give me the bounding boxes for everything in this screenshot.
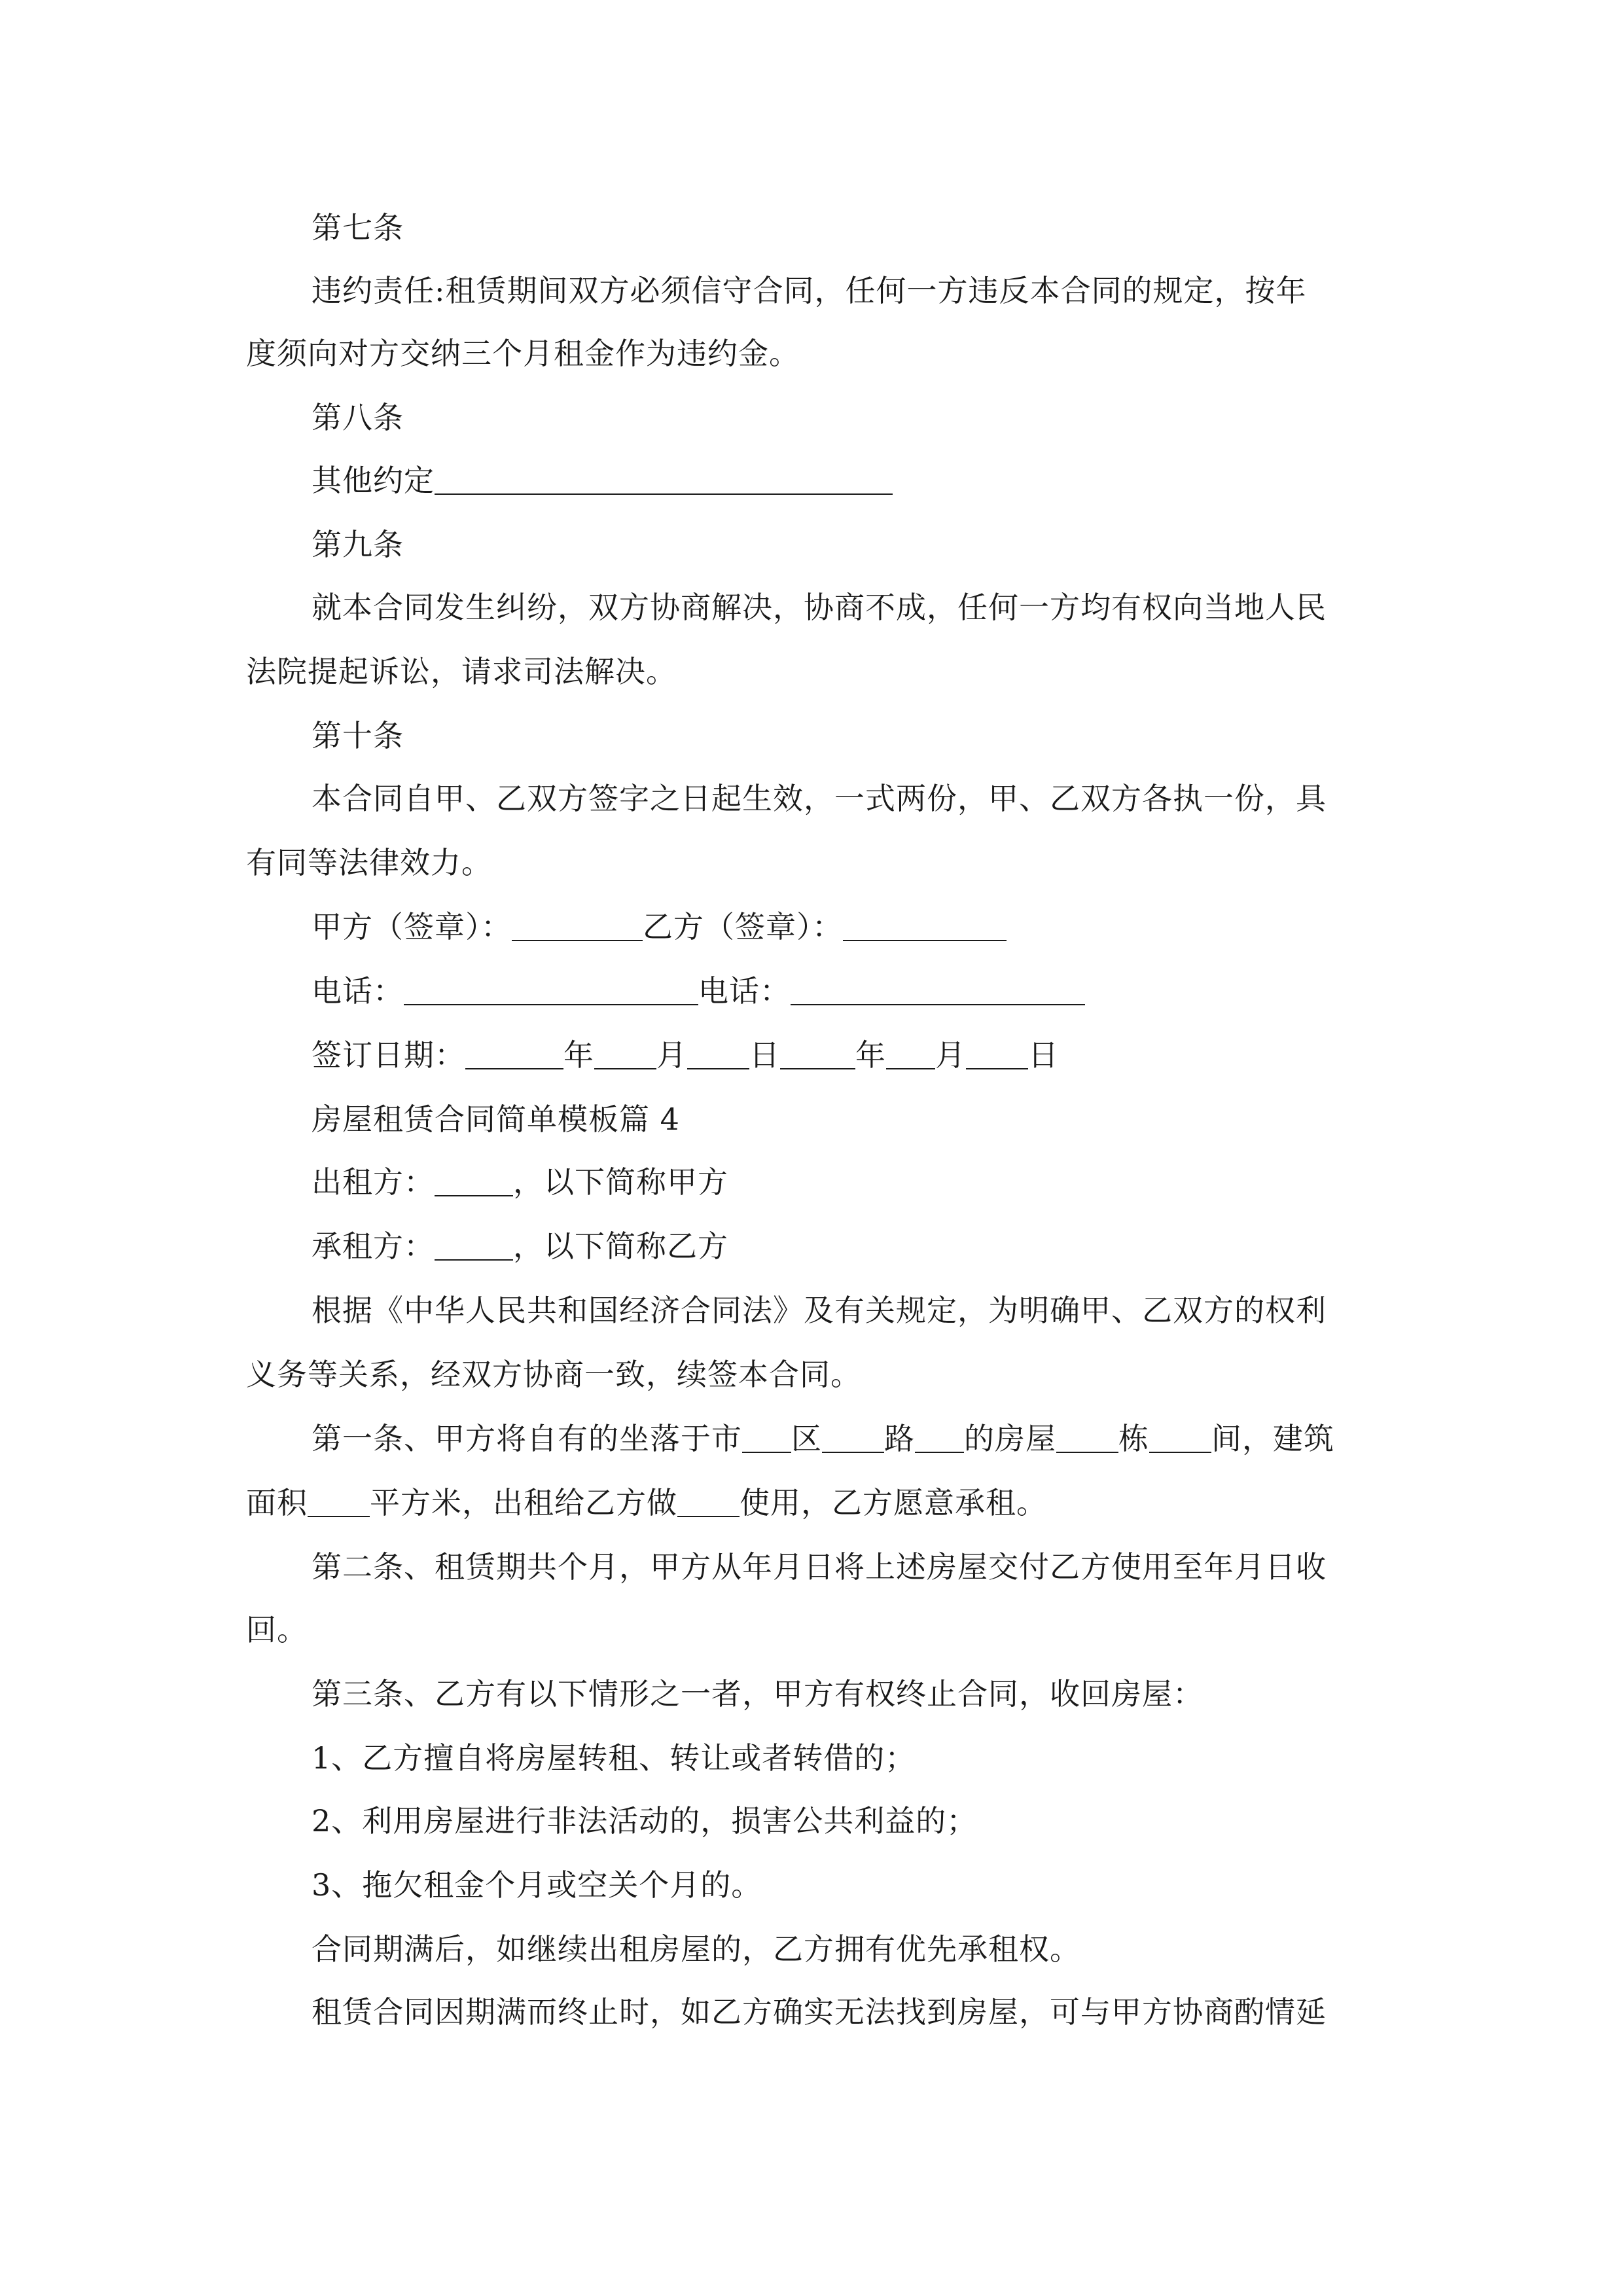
lessee-row (312, 1227, 1444, 1266)
day-label-2: 日 (1028, 1037, 1059, 1073)
article7-para-line2: 度须向对方交纳三个月租金作为违约金。 (246, 336, 800, 371)
art1-part-g: 面积 (246, 1485, 308, 1520)
basis-line1: 根据《中华人民共和国经济合同法》及有关规定，为明确甲、乙双方的权利 (312, 1293, 1327, 1328)
other-agreement-label: 其他约定 (312, 463, 435, 498)
art2-line2: 回。 (246, 1612, 308, 1647)
art1-part-b: 区 (791, 1421, 822, 1456)
party-b-sign-blank (843, 911, 1007, 941)
art1-part-d: 的房屋 (964, 1421, 1056, 1456)
termination-clause: 租赁合同因期满而终止时，如乙方确实无法找到房屋，可与甲方协商酌情延 (312, 1994, 1327, 2030)
art3-item3: 3、拖欠租金个月或空关个月的。 (312, 1867, 762, 1903)
day-blank-2 (966, 1039, 1028, 1069)
art3-item2: 2、利用房屋进行非法活动的，损害公共利益的； (312, 1803, 978, 1839)
article9-para-line2: 法院提起诉讼，请求司法解决。 (246, 654, 677, 689)
art1-part-i: 使用，乙方愿意承租。 (740, 1485, 1047, 1520)
district-blank (822, 1423, 884, 1453)
usage-blank (677, 1487, 740, 1517)
phone-b-blank (791, 975, 1085, 1005)
phone-a-label: 电话： (312, 973, 404, 1009)
year-label-1: 年 (563, 1037, 594, 1073)
art2-line1: 第二条、租赁期共个月，甲方从年月日将上述房屋交付乙方使用至年月日收 (312, 1549, 1327, 1585)
month-label-1: 月 (656, 1037, 687, 1073)
article7-para-line1: 违约责任:租赁期间双方必须信守合同，任何一方违反本合同的规定，按年 (312, 273, 1307, 308)
art1-part-e: 栋 (1118, 1421, 1149, 1456)
day-label-1: 日 (749, 1037, 780, 1073)
lessor-blank (435, 1166, 513, 1196)
phone-row (312, 971, 1444, 1011)
year-label-2: 年 (855, 1037, 886, 1073)
party-b-sign-label: 乙方（签章）： (643, 909, 843, 944)
day-blank-1 (687, 1039, 749, 1069)
lessor-row (312, 1162, 1444, 1202)
year-blank-2 (780, 1039, 855, 1069)
road-blank (915, 1423, 964, 1453)
phone-a-blank (404, 975, 698, 1005)
lessee-label: 承租方： (312, 1229, 435, 1264)
art3-heading: 第三条、乙方有以下情形之一者，甲方有权终止合同，收回房屋： (312, 1676, 1204, 1712)
lessor-label: 出租方： (312, 1164, 435, 1200)
template4-title: 房屋租赁合同简单模板篇 4 (312, 1102, 680, 1137)
city-blank (742, 1423, 791, 1453)
article10-para-line1: 本合同自甲、乙双方签字之日起生效，一式两份，甲、乙双方各执一份，具 (312, 781, 1327, 816)
article9-heading: 第九条 (312, 527, 404, 562)
room-blank (1149, 1423, 1211, 1453)
lessee-suffix: ，以下简称乙方 (513, 1229, 728, 1264)
article9-para-line1: 就本合同发生纠纷，双方协商解决，协商不成，任何一方均有权向当地人民 (312, 590, 1327, 625)
signature-row (312, 907, 1444, 946)
phone-b-label: 电话： (698, 973, 791, 1009)
art1-line2 (246, 1483, 1378, 1522)
basis-line2: 义务等关系，经双方协商一致，续签本合同。 (246, 1357, 861, 1392)
party-a-sign-blank (512, 911, 643, 941)
art1-line1 (312, 1419, 1444, 1458)
party-a-sign-label: 甲方（签章）： (312, 909, 512, 944)
date-label: 签订日期： (312, 1037, 465, 1073)
date-row (312, 1035, 1444, 1075)
renewal-clause: 合同期满后，如继续出租房屋的，乙方拥有优先承租权。 (312, 1931, 1080, 1967)
art1-part-h: 平方米，出租给乙方做 (370, 1485, 677, 1520)
building-blank (1056, 1423, 1118, 1453)
other-agreement-blank (435, 465, 893, 495)
area-blank (308, 1487, 370, 1517)
month-blank-1 (594, 1039, 656, 1069)
article8-other-row (312, 461, 1444, 500)
lessee-blank (435, 1230, 513, 1261)
year-blank-1 (465, 1039, 563, 1069)
article10-para-line2: 有同等法律效力。 (246, 845, 492, 880)
art1-part-f: 间，建筑 (1211, 1421, 1334, 1456)
art3-item1: 1、乙方擅自将房屋转租、转让或者转借的； (312, 1740, 916, 1776)
month-label-2: 月 (935, 1037, 966, 1073)
article8-heading: 第八条 (312, 400, 404, 435)
lessor-suffix: ，以下简称甲方 (513, 1164, 728, 1200)
month-blank-2 (886, 1039, 935, 1069)
art1-part-c: 路 (884, 1421, 915, 1456)
article7-heading: 第七条 (312, 210, 404, 245)
art1-part-a: 第一条、甲方将自有的坐落于市 (312, 1421, 742, 1456)
article10-heading: 第十条 (312, 718, 404, 753)
